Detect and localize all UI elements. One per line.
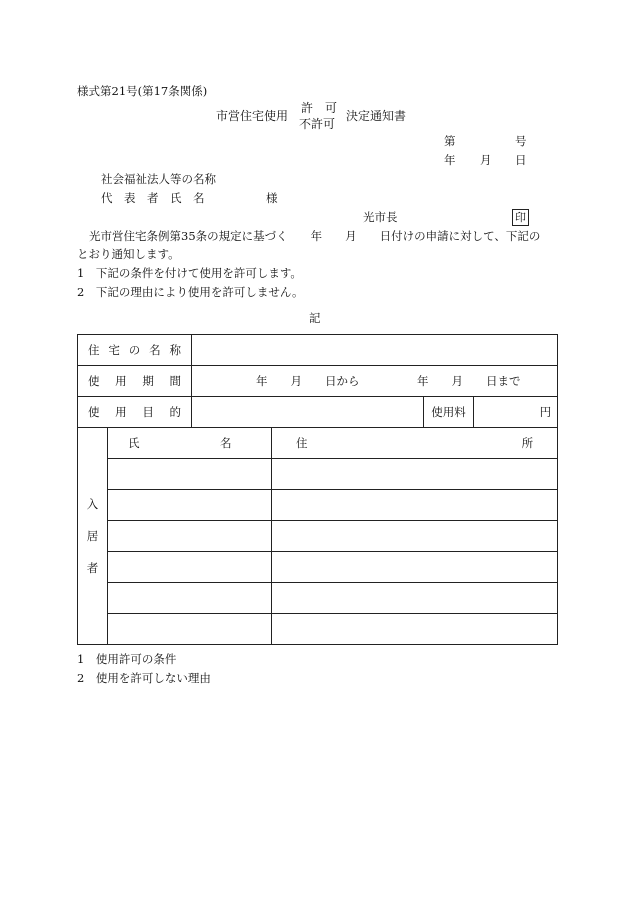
number-dai: 第 <box>444 134 456 148</box>
fee-unit: 円 <box>539 405 552 419</box>
resident-address-cell[interactable] <box>272 583 558 614</box>
resident-address-cell[interactable] <box>272 521 558 552</box>
resident-address-cell[interactable] <box>272 614 558 645</box>
period-value[interactable]: 年 月 日から 年 月 日まで <box>192 366 558 397</box>
body-line-2: とおり通知します。 <box>77 247 180 261</box>
application-table <box>77 334 558 645</box>
date-month: 月 <box>480 153 492 167</box>
period-label: 使用期間 <box>78 366 192 397</box>
resident-name-cell[interactable] <box>108 490 272 521</box>
resident-name-cell[interactable] <box>108 583 272 614</box>
ki-heading: 記 <box>309 311 321 325</box>
fee-label: 使用料 <box>424 397 474 428</box>
number-go: 号 <box>515 134 527 148</box>
purpose-value[interactable] <box>192 397 424 428</box>
resident-address-cell[interactable] <box>272 490 558 521</box>
title-suffix: 決定通知書 <box>346 109 407 123</box>
resident-name-cell[interactable] <box>108 459 272 490</box>
purpose-label: 使用目的 <box>78 397 192 428</box>
housing-name-label: 住宅の名称 <box>78 335 192 366</box>
name-header: 氏 名 <box>108 428 272 459</box>
address-header-right: 所 <box>521 436 534 450</box>
residents-char-3: 者 <box>86 561 99 576</box>
representative-label: 代 表 者 氏 名 <box>101 191 205 205</box>
housing-name-value[interactable] <box>192 335 558 366</box>
resident-name-cell[interactable] <box>108 552 272 583</box>
residents-char-1: 入 <box>86 496 99 511</box>
body-item-2: 2 下記の理由により使用を許可しません。 <box>77 285 304 299</box>
issuer-name: 光市長 <box>363 210 398 224</box>
address-header <box>272 428 558 459</box>
corp-name-label: 社会福祉法人等の名称 <box>101 172 216 186</box>
date-year: 年 <box>444 153 456 167</box>
title-option-deny: 不許可 <box>299 117 336 131</box>
title-prefix: 市営住宅使用 <box>216 109 289 123</box>
body-item-1: 1 下記の条件を付けて使用を許可します。 <box>77 266 302 280</box>
resident-name-cell[interactable] <box>108 614 272 645</box>
resident-name-cell[interactable] <box>108 521 272 552</box>
footer-item-2: 2 使用を許可しない理由 <box>77 671 211 685</box>
fee-value[interactable] <box>474 397 558 428</box>
resident-address-cell[interactable] <box>272 459 558 490</box>
residents-char-2: 居 <box>86 528 99 543</box>
footer-item-1: 1 使用許可の条件 <box>77 652 177 666</box>
date-day: 日 <box>515 153 527 167</box>
resident-address-cell[interactable] <box>272 552 558 583</box>
seal-mark: 印 <box>512 209 529 226</box>
form-label: 様式第21号(第17条関係) <box>77 84 208 98</box>
address-header-left: 住 <box>296 436 308 450</box>
honorific: 様 <box>266 191 278 205</box>
residents-label <box>78 428 108 645</box>
body-line-1: 光市営住宅条例第35条の規定に基づく 年 月 日付けの申請に対して、下記の <box>89 229 541 243</box>
title-option-permit: 許 可 <box>301 101 338 115</box>
